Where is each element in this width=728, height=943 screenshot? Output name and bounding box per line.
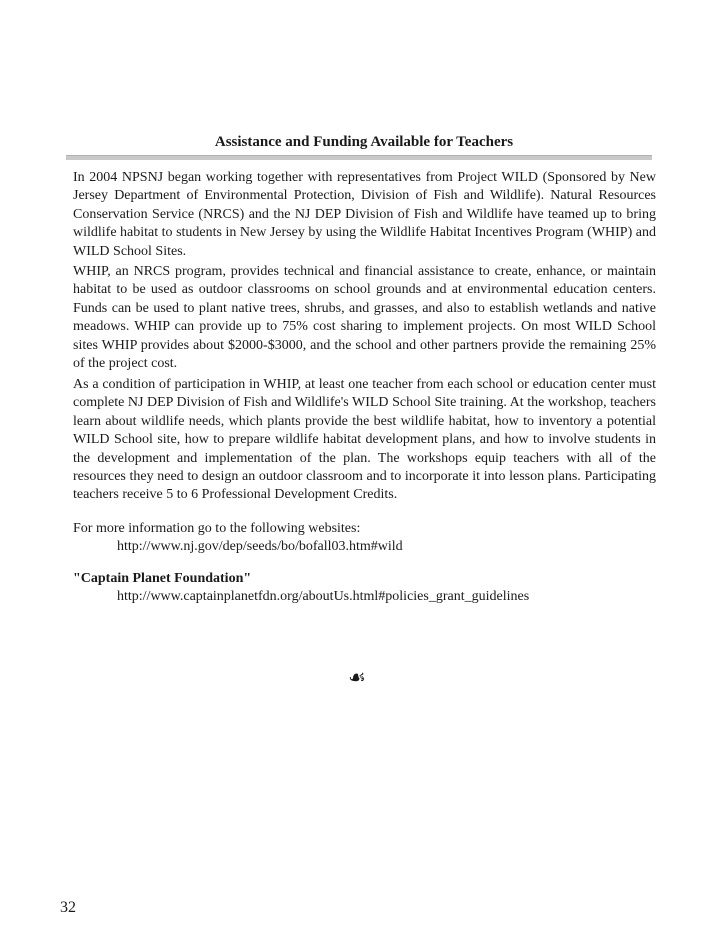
page-title: Assistance and Funding Available for Teachers xyxy=(214,134,514,150)
title-divider xyxy=(66,155,652,160)
captain-planet-link[interactable]: http://www.captainplanetfdn.org/aboutUs.html#policies_grant_guidelines xyxy=(117,589,530,605)
captain-planet-title: "Captain Planet Foundation" xyxy=(73,571,252,586)
paragraph-whip-program: WHIP, an NRCS program, provides technical and financial assistance to create, enhance, or maintain habitat to be used as outdoor classrooms on school grounds and at environmental education centers. Funds can be used to plant native trees, shrubs, and grasses, and also to establish wetlands and native meadows. WHIP can provide up to 75% cost sharing to implement projects. On most WILD School sites WHIP provides about $2000-$3000, and the school and other partners provide the remaining 25% of the project cost. xyxy=(73,264,656,372)
captain-planet-section xyxy=(73,570,656,607)
paragraph-participation-conditions: As a condition of participation in WHIP, at least one teacher from each school or education center must complete NJ DEP Division of Fish and Wildlife's WILD School Site training. At the workshop, teachers learn about wildlife needs, which plants provide the best wildlife habitat, how to inventory a potential WILD School site, how to prepare wildlife habitat development plans, and how to involve students in the development and implementation of the plan. The workshops equip teachers with all of the resources they need to design an outdoor classroom and to incorporate it into lesson plans. Participating teachers receive 5 to 6 Professional Development Credits. xyxy=(73,377,656,503)
more-info-section xyxy=(73,520,656,557)
fleuron-ornament-icon: ☙ xyxy=(348,665,366,689)
page-number: 32 xyxy=(60,899,76,916)
paragraph-npsnj-partnership: In 2004 NPSNJ began working together with representatives from Project WILD (Sponsored by New Jersey Department of Environmental Protection, Division of Fish and Wildlife). Natural Resources Conservation Service (NRCS) and the NJ DEP Division of Fish and Wildlife have teamed up to bring wildlife habitat to students in New Jersey by using the Wildlife Habitat Incentives Program (WHIP) and WILD School Sites. xyxy=(73,170,656,259)
njdep-link[interactable]: http://www.nj.gov/dep/seeds/bo/bofall03.htm#wild xyxy=(117,539,403,555)
more-info-label: For more information go to the following websites: xyxy=(73,521,361,536)
